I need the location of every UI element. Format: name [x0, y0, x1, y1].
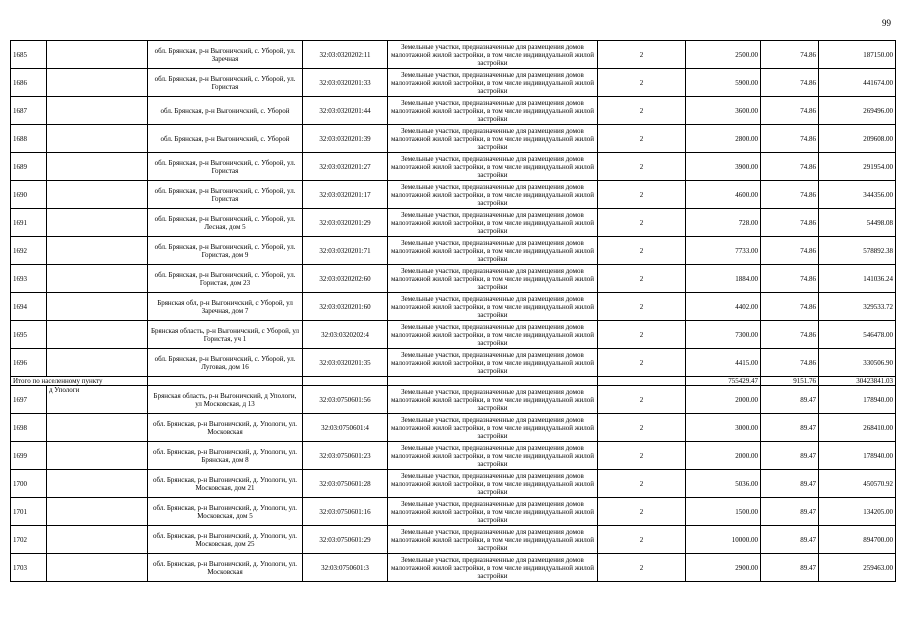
cadastral-value-cell: 291954.00	[819, 153, 896, 181]
table-row	[11, 554, 896, 582]
land-use-cell: Земельные участки, предназначенные для размещения домов малоэтажной жилой застройки, в том числе индивидуальной жилой застройки	[388, 442, 598, 470]
settlement-cell	[47, 181, 148, 209]
address-cell: обл. Брянская, р-н Выгоничский, д. Упологи, ул. Брянская, дом 8	[148, 442, 303, 470]
cadastral-number-cell: 32:03:0320202:60	[303, 265, 388, 293]
settlement-cell	[47, 470, 148, 498]
settlement-cell	[47, 265, 148, 293]
address-cell: Брянская область, р-н Выгоничский, с Уборой, ул Гористая, уч 1	[148, 321, 303, 349]
land-use-cell: Земельные участки, предназначенные для размещения домов малоэтажной жилой застройки, в том числе индивидуальной жилой застройки	[388, 237, 598, 265]
settlement-cell	[47, 69, 148, 97]
table-row	[11, 470, 896, 498]
area-cell: 7733.00	[686, 237, 761, 265]
area-cell: 1500.00	[686, 498, 761, 526]
row-number: 1687	[11, 97, 47, 125]
address-cell: обл. Брянская, р-н Выгоничский, с. Уборой, ул. Гористая	[148, 181, 303, 209]
table-row	[11, 386, 896, 414]
settlement-cell	[47, 442, 148, 470]
group-code-cell: 2	[598, 321, 686, 349]
group-code-cell: 2	[598, 442, 686, 470]
total-label: Итого по населенному пункту	[11, 377, 148, 386]
area-cell: 1884.00	[686, 265, 761, 293]
area-cell: 4415.00	[686, 349, 761, 377]
address-cell: обл. Брянская, р-н Выгоничский, д. Упологи, ул. Московская, дом 25	[148, 526, 303, 554]
total-empty-cell	[388, 377, 598, 386]
table-row	[11, 69, 896, 97]
cadastral-number-cell: 32:03:0320201:35	[303, 349, 388, 377]
cadastral-number-cell: 32:03:0320201:17	[303, 181, 388, 209]
address-cell: обл. Брянская, р-н Выгоничский, с. Уборой, ул. Гористая	[148, 69, 303, 97]
row-number: 1688	[11, 125, 47, 153]
table-row	[11, 442, 896, 470]
rate-cell: 74.86	[761, 237, 819, 265]
row-number: 1690	[11, 181, 47, 209]
settlement-cell	[47, 526, 148, 554]
address-cell: обл. Брянская, р-н Выгоничский, с. Уборой, ул. Заречная	[148, 41, 303, 69]
cadastral-value-cell: 894700.00	[819, 526, 896, 554]
cadastral-value-cell: 269496.00	[819, 97, 896, 125]
cadastral-number-cell: 32:03:0750601:3	[303, 554, 388, 582]
cadastral-value-cell: 209608.00	[819, 125, 896, 153]
land-use-cell: Земельные участки, предназначенные для размещения домов малоэтажной жилой застройки, в том числе индивидуальной жилой застройки	[388, 41, 598, 69]
address-cell: обл. Брянская, р-н Выгоничский, с. Уборой, ул. Гористая	[148, 153, 303, 181]
land-plots-table	[10, 40, 896, 582]
land-use-cell: Земельные участки, предназначенные для размещения домов малоэтажной жилой застройки, в том числе индивидуальной жилой застройки	[388, 265, 598, 293]
area-cell: 728.00	[686, 209, 761, 237]
settlement-cell	[47, 554, 148, 582]
table-row	[11, 237, 896, 265]
group-code-cell: 2	[598, 69, 686, 97]
cadastral-number-cell: 32:03:0320201:27	[303, 153, 388, 181]
address-cell: обл. Брянская, р-н Выгоничский, д. Упологи, ул. Московская	[148, 554, 303, 582]
cadastral-value-cell: 134205.00	[819, 498, 896, 526]
settlement-cell	[47, 321, 148, 349]
land-use-cell: Земельные участки, предназначенные для размещения домов малоэтажной жилой застройки, в том числе индивидуальной жилой застройки	[388, 554, 598, 582]
table-body	[11, 41, 896, 582]
total-sum: 30423841.03	[819, 377, 896, 386]
land-use-cell: Земельные участки, предназначенные для размещения домов малоэтажной жилой застройки, в том числе индивидуальной жилой застройки	[388, 181, 598, 209]
row-number: 1694	[11, 293, 47, 321]
group-code-cell: 2	[598, 414, 686, 442]
land-use-cell: Земельные участки, предназначенные для размещения домов малоэтажной жилой застройки, в том числе индивидуальной жилой застройки	[388, 321, 598, 349]
row-number: 1703	[11, 554, 47, 582]
area-cell: 5900.00	[686, 69, 761, 97]
row-number: 1697	[11, 386, 47, 414]
settlement-cell	[47, 498, 148, 526]
address-cell: обл. Брянская, р-н Выгоничский, с. Уборой	[148, 97, 303, 125]
group-code-cell: 2	[598, 181, 686, 209]
group-code-cell: 2	[598, 97, 686, 125]
cadastral-value-cell: 259463.00	[819, 554, 896, 582]
cadastral-number-cell: 32:03:0750601:56	[303, 386, 388, 414]
land-use-cell: Земельные участки, предназначенные для размещения домов малоэтажной жилой застройки, в том числе индивидуальной жилой застройки	[388, 209, 598, 237]
group-code-cell: 2	[598, 293, 686, 321]
settlement-cell	[47, 349, 148, 377]
table-row	[11, 209, 896, 237]
settlement-cell	[47, 41, 148, 69]
group-code-cell: 2	[598, 237, 686, 265]
land-use-cell: Земельные участки, предназначенные для размещения домов малоэтажной жилой застройки, в том числе индивидуальной жилой застройки	[388, 386, 598, 414]
cadastral-number-cell: 32:03:0320201:71	[303, 237, 388, 265]
cadastral-number-cell: 32:03:0320201:44	[303, 97, 388, 125]
rate-cell: 74.86	[761, 41, 819, 69]
area-cell: 2500.00	[686, 41, 761, 69]
cadastral-value-cell: 187150.00	[819, 41, 896, 69]
area-cell: 2900.00	[686, 554, 761, 582]
row-number: 1691	[11, 209, 47, 237]
area-cell: 3600.00	[686, 97, 761, 125]
cadastral-number-cell: 32:03:0750601:23	[303, 442, 388, 470]
settlement-cell	[47, 209, 148, 237]
cadastral-value-cell: 578892.38	[819, 237, 896, 265]
table-row	[11, 414, 896, 442]
page-number: 99	[882, 18, 891, 28]
cadastral-value-cell: 450570.92	[819, 470, 896, 498]
cadastral-number-cell: 32:03:0750601:29	[303, 526, 388, 554]
total-area: 755429.47	[686, 377, 761, 386]
area-cell: 2800.00	[686, 125, 761, 153]
row-number: 1698	[11, 414, 47, 442]
cadastral-value-cell: 178940.00	[819, 386, 896, 414]
total-empty-cell	[598, 377, 686, 386]
row-number: 1692	[11, 237, 47, 265]
address-cell: обл. Брянская, р-н Выгоничский, с. Уборой	[148, 125, 303, 153]
rate-cell: 74.86	[761, 293, 819, 321]
rate-cell: 74.86	[761, 153, 819, 181]
address-cell: Брянская обл, р-н Выгоничский, с Уборой, ул Заречная, дом 7	[148, 293, 303, 321]
table-row	[11, 97, 896, 125]
address-cell: обл. Брянская, р-н Выгоничский, д. Упологи, ул. Московская	[148, 414, 303, 442]
group-code-cell: 2	[598, 41, 686, 69]
land-use-cell: Земельные участки, предназначенные для размещения домов малоэтажной жилой застройки, в том числе индивидуальной жилой застройки	[388, 470, 598, 498]
settlement-cell: д Упологи	[47, 386, 148, 414]
row-number: 1695	[11, 321, 47, 349]
area-cell: 2000.00	[686, 386, 761, 414]
row-number: 1699	[11, 442, 47, 470]
total-empty-cell	[303, 377, 388, 386]
total-row	[11, 377, 896, 386]
row-number: 1686	[11, 69, 47, 97]
table-row	[11, 125, 896, 153]
rate-cell: 89.47	[761, 526, 819, 554]
table-row	[11, 526, 896, 554]
land-use-cell: Земельные участки, предназначенные для размещения домов малоэтажной жилой застройки, в том числе индивидуальной жилой застройки	[388, 293, 598, 321]
address-cell: обл. Брянская, р-н Выгоничский, с. Уборой, ул. Лесная, дом 5	[148, 209, 303, 237]
settlement-cell	[47, 125, 148, 153]
land-use-cell: Земельные участки, предназначенные для размещения домов малоэтажной жилой застройки, в том числе индивидуальной жилой застройки	[388, 69, 598, 97]
cadastral-value-cell: 54498.08	[819, 209, 896, 237]
settlement-cell	[47, 293, 148, 321]
row-number: 1700	[11, 470, 47, 498]
row-number: 1702	[11, 526, 47, 554]
settlement-cell	[47, 237, 148, 265]
area-cell: 5036.00	[686, 470, 761, 498]
table-row	[11, 293, 896, 321]
cadastral-value-cell: 141036.24	[819, 265, 896, 293]
group-code-cell: 2	[598, 498, 686, 526]
rate-cell: 89.47	[761, 554, 819, 582]
row-number: 1689	[11, 153, 47, 181]
cadastral-number-cell: 32:03:0320201:33	[303, 69, 388, 97]
group-code-cell: 2	[598, 470, 686, 498]
cadastral-number-cell: 32:03:0320202:11	[303, 41, 388, 69]
cadastral-value-cell: 268410.00	[819, 414, 896, 442]
address-cell: обл. Брянская, р-н Выгоничский, с. Уборой, ул. Гористая, дом 9	[148, 237, 303, 265]
rate-cell: 74.86	[761, 69, 819, 97]
table-row	[11, 265, 896, 293]
area-cell: 7300.00	[686, 321, 761, 349]
total-rate: 9151.76	[761, 377, 819, 386]
rate-cell: 89.47	[761, 470, 819, 498]
row-number: 1696	[11, 349, 47, 377]
cadastral-number-cell: 32:03:0750601:28	[303, 470, 388, 498]
rate-cell: 89.47	[761, 498, 819, 526]
rate-cell: 89.47	[761, 414, 819, 442]
rate-cell: 74.86	[761, 125, 819, 153]
table-row	[11, 153, 896, 181]
land-use-cell: Земельные участки, предназначенные для размещения домов малоэтажной жилой застройки, в том числе индивидуальной жилой застройки	[388, 97, 598, 125]
cadastral-number-cell: 32:03:0320201:60	[303, 293, 388, 321]
cadastral-number-cell: 32:03:0320201:39	[303, 125, 388, 153]
address-cell: обл. Брянская, р-н Выгоничский, с. Уборой, ул. Луговая, дом 16	[148, 349, 303, 377]
row-number: 1701	[11, 498, 47, 526]
rate-cell: 89.47	[761, 386, 819, 414]
cadastral-value-cell: 546478.00	[819, 321, 896, 349]
cadastral-value-cell: 178940.00	[819, 442, 896, 470]
cadastral-value-cell: 330506.90	[819, 349, 896, 377]
group-code-cell: 2	[598, 386, 686, 414]
rate-cell: 74.86	[761, 321, 819, 349]
group-code-cell: 2	[598, 349, 686, 377]
area-cell: 2000.00	[686, 442, 761, 470]
settlement-cell	[47, 97, 148, 125]
row-number: 1693	[11, 265, 47, 293]
cadastral-number-cell: 32:03:0750601:16	[303, 498, 388, 526]
row-number: 1685	[11, 41, 47, 69]
area-cell: 3000.00	[686, 414, 761, 442]
rate-cell: 89.47	[761, 442, 819, 470]
group-code-cell: 2	[598, 526, 686, 554]
table-row	[11, 41, 896, 69]
address-cell: обл. Брянская, р-н Выгоничский, д. Упологи, ул. Московская, дом 21	[148, 470, 303, 498]
land-use-cell: Земельные участки, предназначенные для размещения домов малоэтажной жилой застройки, в том числе индивидуальной жилой застройки	[388, 153, 598, 181]
table-row	[11, 181, 896, 209]
group-code-cell: 2	[598, 554, 686, 582]
group-code-cell: 2	[598, 209, 686, 237]
rate-cell: 74.86	[761, 349, 819, 377]
land-use-cell: Земельные участки, предназначенные для размещения домов малоэтажной жилой застройки, в том числе индивидуальной жилой застройки	[388, 414, 598, 442]
area-cell: 10000.00	[686, 526, 761, 554]
table-row	[11, 321, 896, 349]
cadastral-number-cell: 32:03:0750601:4	[303, 414, 388, 442]
cadastral-value-cell: 441674.00	[819, 69, 896, 97]
land-use-cell: Земельные участки, предназначенные для размещения домов малоэтажной жилой застройки, в том числе индивидуальной жилой застройки	[388, 526, 598, 554]
address-cell: обл. Брянская, р-н Выгоничский, с. Уборой, ул. Гористая, дом 23	[148, 265, 303, 293]
address-cell: Брянская область, р-н Выгоничский, д Упологи, ул Московская, д 13	[148, 386, 303, 414]
settlement-cell	[47, 153, 148, 181]
total-empty-cell	[148, 377, 303, 386]
cadastral-number-cell: 32:03:0320201:29	[303, 209, 388, 237]
rate-cell: 74.86	[761, 97, 819, 125]
rate-cell: 74.86	[761, 265, 819, 293]
land-use-cell: Земельные участки, предназначенные для размещения домов малоэтажной жилой застройки, в том числе индивидуальной жилой застройки	[388, 498, 598, 526]
group-code-cell: 2	[598, 125, 686, 153]
area-cell: 3900.00	[686, 153, 761, 181]
land-use-cell: Земельные участки, предназначенные для размещения домов малоэтажной жилой застройки, в том числе индивидуальной жилой застройки	[388, 125, 598, 153]
settlement-cell	[47, 414, 148, 442]
group-code-cell: 2	[598, 265, 686, 293]
cadastral-number-cell: 32:03:0320202:4	[303, 321, 388, 349]
area-cell: 4600.00	[686, 181, 761, 209]
cadastral-value-cell: 344356.00	[819, 181, 896, 209]
group-code-cell: 2	[598, 153, 686, 181]
area-cell: 4402.00	[686, 293, 761, 321]
land-use-cell: Земельные участки, предназначенные для размещения домов малоэтажной жилой застройки, в том числе индивидуальной жилой застройки	[388, 349, 598, 377]
cadastral-value-cell: 329533.72	[819, 293, 896, 321]
table-row	[11, 349, 896, 377]
rate-cell: 74.86	[761, 181, 819, 209]
table-row	[11, 498, 896, 526]
address-cell: обл. Брянская, р-н Выгоничский, д. Упологи, ул. Московская, дом 5	[148, 498, 303, 526]
rate-cell: 74.86	[761, 209, 819, 237]
